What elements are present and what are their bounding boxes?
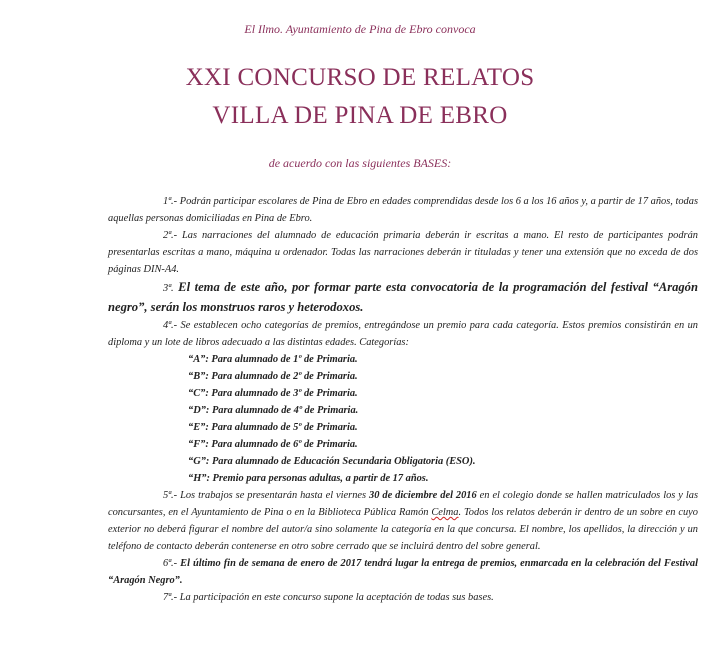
base-6 — [108, 555, 698, 589]
base-3-number: 3ª. — [163, 283, 174, 294]
category-item: “D”: Para alumnado de 4º de Primaria. — [188, 405, 359, 416]
base-3 — [108, 278, 698, 317]
base-5-deadline: 30 de diciembre del 2016 — [369, 490, 477, 501]
base-7: 7ª.- La participación en este concurso supone la aceptación de todas sus bases. — [163, 592, 494, 603]
intro-line: El Ilmo. Ayuntamiento de Pina de Ebro convoca — [244, 22, 476, 36]
base-3-text: El tema de este año, por formar parte esta convocatoria de la programación del festival “Aragón negro”, serán los monstruos raros y heterodoxos. — [108, 280, 698, 314]
base-5-part-a: 5ª.- Los trabajos se presentarán hasta el viernes — [163, 490, 370, 501]
base-5-part-c: . Todos los relatos deberán ir dentro de un sobre en cuyo exterior no deberá figurar el nombre del autor/a sino solamente la categoría en la que concursa. El nombre, los apellidos, la dirección y un teléfono de contacto deberán contenerse en otro sobre cerrado que se incluirá dentro del sobre general. — [108, 507, 698, 552]
subtitle: de acuerdo con las siguientes BASES: — [268, 156, 452, 170]
category-item: “E”: Para alumnado de 5º de Primaria. — [188, 422, 358, 433]
category-item: “H”: Premio para personas adultas, a partir de 17 años. — [188, 473, 429, 484]
categories-list — [108, 351, 698, 487]
bases-body — [108, 193, 698, 606]
title-line-1: XXI CONCURSO DE RELATOS — [185, 64, 535, 91]
category-item: “C”: Para alumnado de 3º de Primaria. — [188, 388, 358, 399]
category-item: “B”: Para alumnado de 2º de Primaria. — [188, 371, 358, 382]
base-6-number: 6ª.- — [163, 558, 178, 569]
base-6-text: El último fin de semana de enero de 2017 tendrá lugar la entrega de premios, enmarcada en la celebración del Festival “Aragón Negro”. — [108, 558, 698, 586]
base-4: 4ª.- Se establecen ocho categorías de premios, entregándose un premio para cada categoría. Estos premios consistirán en un diploma y un lote de libros adecuado a las distintas edades. Categorías: — [108, 320, 698, 348]
title-line-2: VILLA DE PINA DE EBRO — [212, 102, 508, 129]
base-2: 2ª.- Las narraciones del alumnado de educación primaria deberán ir escritas a mano. El resto de participantes podrán presentarlas escritas a mano, máquina u ordenador. Todas las narraciones deberán ir tituladas y tener una extensión que no exceda de dos páginas DIN-A4. — [108, 230, 698, 275]
base-5-part-b: en el colegio donde se hallen matriculados los y las concursantes, en el Ayuntamiento de Pina o en la Biblioteca Pública Ramón — [108, 490, 698, 518]
base-5 — [108, 487, 698, 555]
category-item: “F”: Para alumnado de 6º de Primaria. — [188, 439, 358, 450]
category-item: “A”: Para alumnado de 1º de Primaria. — [188, 354, 358, 365]
category-item: “G”: Para alumnado de Educación Secundaria Obligatoria (ESO). — [188, 456, 476, 467]
spellcheck-word: Celma — [431, 507, 459, 518]
base-1: 1ª.- Podrán participar escolares de Pina de Ebro en edades comprendidas desde los 6 a los 16 años y, a partir de 17 años, todas aquellas personas domiciliadas en Pina de Ebro. — [108, 196, 698, 224]
